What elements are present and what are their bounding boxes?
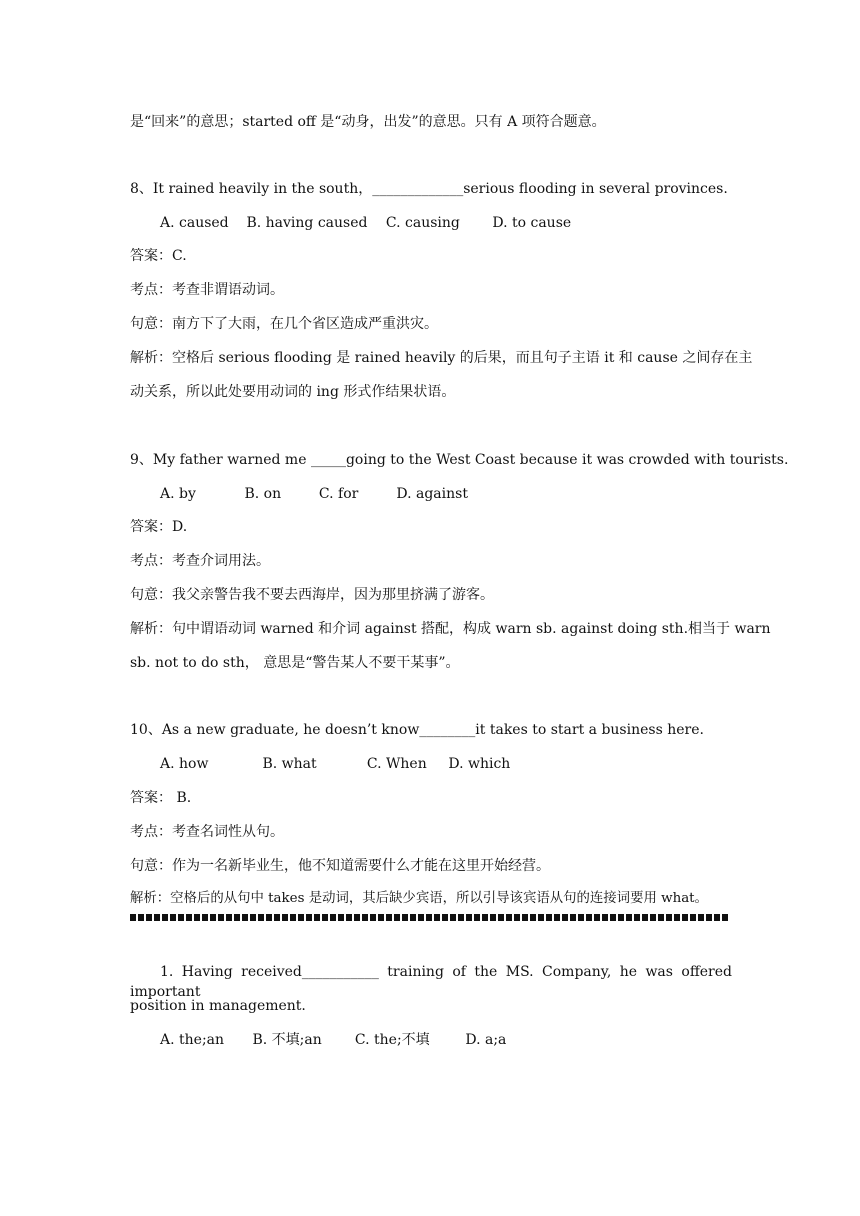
question-9-analysis-line2: sb. not to do sth， 意思是“警告某人不要干某事”。 xyxy=(130,655,460,671)
option-c: C. When xyxy=(366,756,427,772)
option-d: D. which xyxy=(448,756,511,772)
question-10-answer: 答案： B. xyxy=(130,790,192,806)
question-9-stem: 9、My father warned me _____going to the West Coast because it was crowded with tourists. xyxy=(130,452,789,468)
continuation-line: 是“回来”的意思；started off 是“动身，出发”的意思。只有 A 项符合题意。 xyxy=(130,114,606,130)
option-a: A. the;an xyxy=(160,1032,225,1048)
question-8-analysis-line2: 动关系，所以此处要用动词的 ing 形式作结果状语。 xyxy=(130,384,456,400)
option-d: D. a;a xyxy=(465,1032,507,1048)
option-a: A. by xyxy=(160,486,196,502)
option-b: B. on xyxy=(244,486,282,502)
section-divider xyxy=(130,914,730,921)
question-10-options xyxy=(160,754,510,774)
option-a: A. how xyxy=(160,756,209,772)
option-b: B. 不填;an xyxy=(252,1032,322,1048)
next-question-1-options xyxy=(160,1030,506,1050)
option-d: D. against xyxy=(396,486,468,502)
question-8-options xyxy=(160,213,571,233)
next-question-1-stem-line2: position in management. xyxy=(130,998,306,1014)
question-8-meaning: 句意：南方下了大雨，在几个省区造成严重洪灾。 xyxy=(130,316,438,332)
option-c: C. the;不填 xyxy=(354,1032,430,1048)
question-8-point: 考点：考查非谓语动词。 xyxy=(130,282,284,298)
question-9-analysis-line1: 解析：句中谓语动词 warned 和介词 against 搭配，构成 warn sb. against doing sth.相当于 warn xyxy=(130,621,771,637)
question-8-answer: 答案：C. xyxy=(130,248,187,264)
question-9-options xyxy=(160,484,468,504)
question-10-meaning: 句意：作为一名新毕业生，他不知道需要什么才能在这里开始经营。 xyxy=(130,858,550,874)
option-b: B. having caused xyxy=(246,215,368,231)
question-8-stem: 8、It rained heavily in the south，_____________serious flooding in several provinces. xyxy=(130,181,728,197)
option-a: A. caused xyxy=(160,215,229,231)
option-d: D. to cause xyxy=(492,215,572,231)
option-b: B. what xyxy=(262,756,317,772)
question-9-meaning: 句意：我父亲警告我不要去西海岸，因为那里挤满了游客。 xyxy=(130,587,494,603)
question-10-analysis: 解析：空格后的从句中 takes 是动词，其后缺少宾语，所以引导该宾语从句的连接词要用 what。 xyxy=(130,891,708,906)
question-9-answer: 答案：D. xyxy=(130,519,188,535)
option-c: C. causing xyxy=(385,215,460,231)
question-10-stem: 10、As a new graduate, he doesn’t know________it takes to start a business here. xyxy=(130,722,704,738)
question-8-analysis-line1: 解析：空格后 serious flooding 是 rained heavily 的后果，而且句子主语 it 和 cause 之间存在主 xyxy=(130,350,753,366)
question-9-point: 考点：考查介词用法。 xyxy=(130,553,270,569)
question-10-point: 考点：考查名词性从句。 xyxy=(130,824,284,840)
option-c: C. for xyxy=(318,486,359,502)
next-question-1-stem-line1: 1. Having received___________ training of the MS. Company, he was offered important xyxy=(130,964,732,1000)
